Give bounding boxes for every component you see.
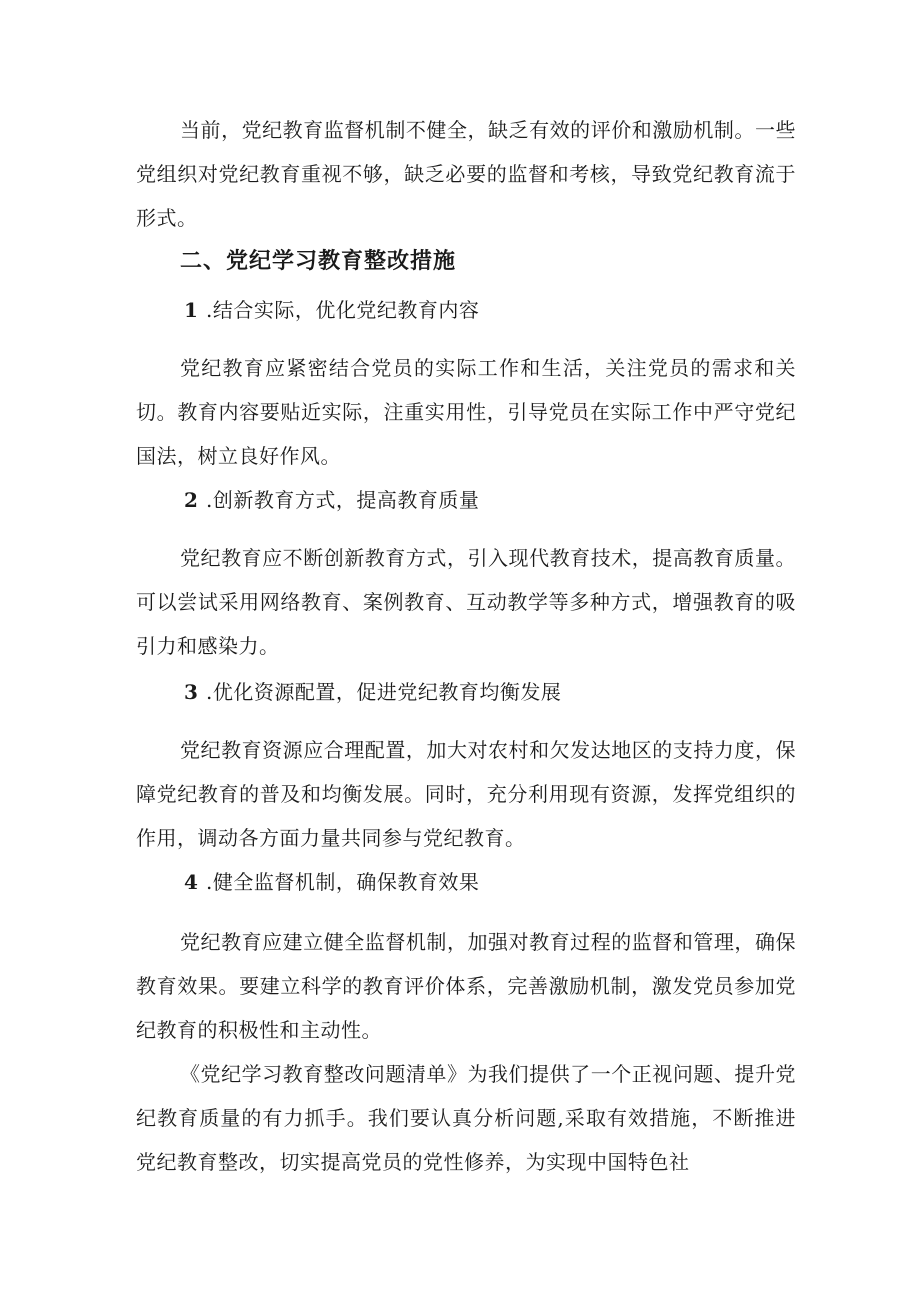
paragraph-innovate-methods: 党纪教育应不断创新教育方式，引入现代教育技术，提高教育质量。可以尝试采用网络教育、案例教育、互动教学等多种方式，增强教育的吸引力和感染力。 <box>136 546 796 658</box>
subheading-3 <box>184 672 561 712</box>
subheading-title: .结合实际，优化党纪教育内容 <box>206 298 480 322</box>
subheading-title: .创新教育方式，提高教育质量 <box>206 488 480 512</box>
paragraph-resource-allocation: 党纪教育资源应合理配置，加大对农村和欠发达地区的支持力度，保障党纪教育的普及和均衡发展。同时，充分利用现有资源，发挥党组织的作用，调动各方面力量共同参与党纪教育。 <box>136 738 796 850</box>
subheading-number: 3 <box>184 680 199 704</box>
paragraph-conclusion: 《党纪学习教育整改问题清单》为我们提供了一个正视问题、提升党纪教育质量的有力抓手。我们要认真分析问题,采取有效措施，不断推进党纪教育整改，切实提高党员的党性修养，为实现中国特色社 <box>136 1062 796 1174</box>
paragraph-supervision: 党纪教育应建立健全监督机制，加强对教育过程的监督和管理，确保教育效果。要建立科学的教育评价体系，完善激励机制，激发党员参加党纪教育的积极性和主动性。 <box>136 930 796 1042</box>
subheading-title: .优化资源配置，促进党纪教育均衡发展 <box>206 680 562 704</box>
subheading-4 <box>184 862 479 902</box>
paragraph-current-issues: 当前，党纪教育监督机制不健全，缺乏有效的评价和激励机制。一些党组织对党纪教育重视不够，缺乏必要的监督和考核，导致党纪教育流于形式。 <box>136 118 796 230</box>
subheading-title: .健全监督机制，确保教育效果 <box>206 870 480 894</box>
subheading-number: 4 <box>184 870 199 894</box>
subheading-number: 2 <box>184 488 199 512</box>
subheading-number: 1 <box>184 298 199 322</box>
subheading-2 <box>184 480 479 520</box>
subheading-1 <box>184 290 479 330</box>
section-heading: 二、党纪学习教育整改措施 <box>180 249 457 274</box>
paragraph-optimize-content: 党纪教育应紧密结合党员的实际工作和生活，关注党员的需求和关切。教育内容要贴近实际，注重实用性，引导党员在实际工作中严守党纪国法，树立良好作风。 <box>136 356 796 468</box>
